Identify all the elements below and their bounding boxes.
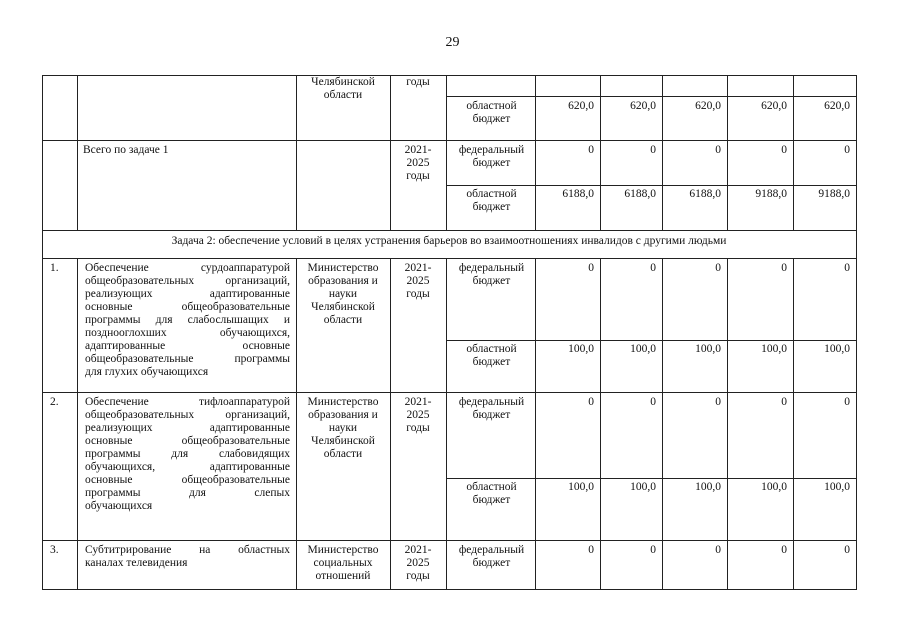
executor-text: Министерство социальных отношений [307,544,379,582]
item-description-line: программы для слабовидящих [85,448,290,460]
item-description-line: общеобразовательных организаций, [85,409,290,421]
table-rule [600,75,601,96]
value-cell: 0 [588,262,594,274]
table-rule [727,96,728,140]
table-rule [856,75,857,590]
table-rule [446,340,856,341]
value-cell: 620,0 [568,100,594,112]
value-cell: 0 [588,544,594,556]
item-description-line: общеобразовательных организаций, [85,275,290,287]
item-description-line: для глухих обучающихся [85,366,209,378]
item-description-line: основные общеобразовательные [85,435,290,447]
budget-source: областной бюджет [466,100,517,125]
page-number: 29 [445,35,460,50]
value-cell: 0 [715,144,721,156]
budget-source: областной бюджет [466,481,517,506]
value-cell: 6188,0 [624,188,656,200]
item-description-line: адаптированные основные [85,340,290,352]
executor-text: Челябинской области [311,76,375,101]
value-cell: 0 [650,144,656,156]
table-rule [793,258,794,589]
table-rule [446,185,856,186]
table-rule [390,75,391,230]
table-rule [793,96,794,140]
item-description-line: обучающихся, адаптированные [85,461,290,473]
value-cell: 620,0 [630,100,656,112]
item-description-line: реализующих адаптированные [85,422,290,434]
years-text: 2021-2025 годы [404,396,432,434]
value-cell: 100,0 [761,343,787,355]
years-text: 2021-2025 годы [404,144,432,182]
budget-source: областной бюджет [466,343,517,368]
item-number: 3. [50,544,59,556]
table-rule [77,75,78,230]
table-rule [42,140,856,141]
item-description-line: Обеспечение сурдоаппаратурой [85,262,290,274]
value-cell: 100,0 [568,343,594,355]
value-cell: 0 [715,396,721,408]
table-rule [793,140,794,230]
table-rule [662,258,663,589]
value-cell: 100,0 [761,481,787,493]
value-cell: 0 [844,396,850,408]
table-rule [42,258,856,259]
value-cell: 620,0 [824,100,850,112]
table-rule [42,75,856,76]
years-text: годы [406,76,430,88]
value-cell: 6188,0 [562,188,594,200]
table-rule [42,589,856,590]
item-description-line: общеобразовательные программы [85,353,290,365]
item-number: 1. [50,262,59,274]
value-cell: 0 [781,544,787,556]
item-description-line: реализующих адаптированные [85,288,290,300]
table-rule [600,258,601,589]
table-rule [390,258,391,589]
value-cell: 6188,0 [689,188,721,200]
item-description-line: каналах телевидения [85,557,188,569]
table-rule [446,96,856,97]
table-rule [446,258,447,589]
item-description-line: основные общеобразовательные [85,474,290,486]
value-cell: 9188,0 [755,188,787,200]
table-rule [662,140,663,230]
value-cell: 0 [588,396,594,408]
table-rule [727,258,728,589]
value-cell: 0 [844,544,850,556]
table-rule [600,96,601,140]
value-cell: 100,0 [630,481,656,493]
table-rule [296,75,297,230]
item-number: 2. [50,396,59,408]
table-rule [296,258,297,589]
item-description-line: программы для слепых [85,487,290,499]
table-rule [446,75,447,230]
value-cell: 0 [781,396,787,408]
value-cell: 100,0 [568,481,594,493]
value-cell: 0 [781,262,787,274]
value-cell: 0 [650,262,656,274]
value-cell: 0 [844,144,850,156]
budget-source: федеральный бюджет [458,262,525,287]
budget-source: федеральный бюджет [458,144,525,169]
total-label: Всего по задаче 1 [83,144,169,156]
item-description-line: Обеспечение тифлоаппаратурой [85,396,290,408]
task2-header: Задача 2: обеспечение условий в целях устранения барьеров во взаимоотношениях инвалидов с другими людьми [171,235,727,247]
table-rule [42,75,43,590]
value-cell: 100,0 [630,343,656,355]
item-description-line: обучающихся [85,500,153,512]
table-rule [535,258,536,589]
budget-source: федеральный бюджет [458,544,525,569]
value-cell: 9188,0 [818,188,850,200]
item-description-line: основные общеобразовательные [85,301,290,313]
value-cell: 0 [650,544,656,556]
value-cell: 0 [650,396,656,408]
value-cell: 0 [781,144,787,156]
table-rule [727,75,728,96]
table-rule [727,140,728,230]
budget-source: федеральный бюджет [458,396,525,421]
value-cell: 100,0 [695,343,721,355]
table-rule [662,75,663,96]
item-description-line: программы для слабослышащих и [85,314,290,326]
table-rule [446,478,856,479]
table-rule [42,392,856,393]
table-rule [600,140,601,230]
value-cell: 0 [588,144,594,156]
executor-text: Министерство образования и науки Челябинской области [307,262,379,326]
years-text: 2021-2025 годы [404,544,432,582]
table-rule [535,96,536,140]
value-cell: 0 [715,262,721,274]
budget-source: областной бюджет [466,188,517,213]
years-text: 2021-2025 годы [404,262,432,300]
value-cell: 0 [844,262,850,274]
item-description-line: Субтитрирование на областных [85,544,290,556]
table-rule [42,230,856,231]
table-rule [535,140,536,230]
table-rule [77,258,78,589]
table-rule [42,540,856,541]
executor-text: Министерство образования и науки Челябинской области [307,396,379,460]
value-cell: 100,0 [824,343,850,355]
value-cell: 0 [715,544,721,556]
item-description-line: позднооглохших обучающихся, [85,327,290,339]
table-rule [793,75,794,96]
value-cell: 620,0 [695,100,721,112]
value-cell: 100,0 [695,481,721,493]
table-rule [662,96,663,140]
table-rule [535,75,536,96]
value-cell: 100,0 [824,481,850,493]
value-cell: 620,0 [761,100,787,112]
